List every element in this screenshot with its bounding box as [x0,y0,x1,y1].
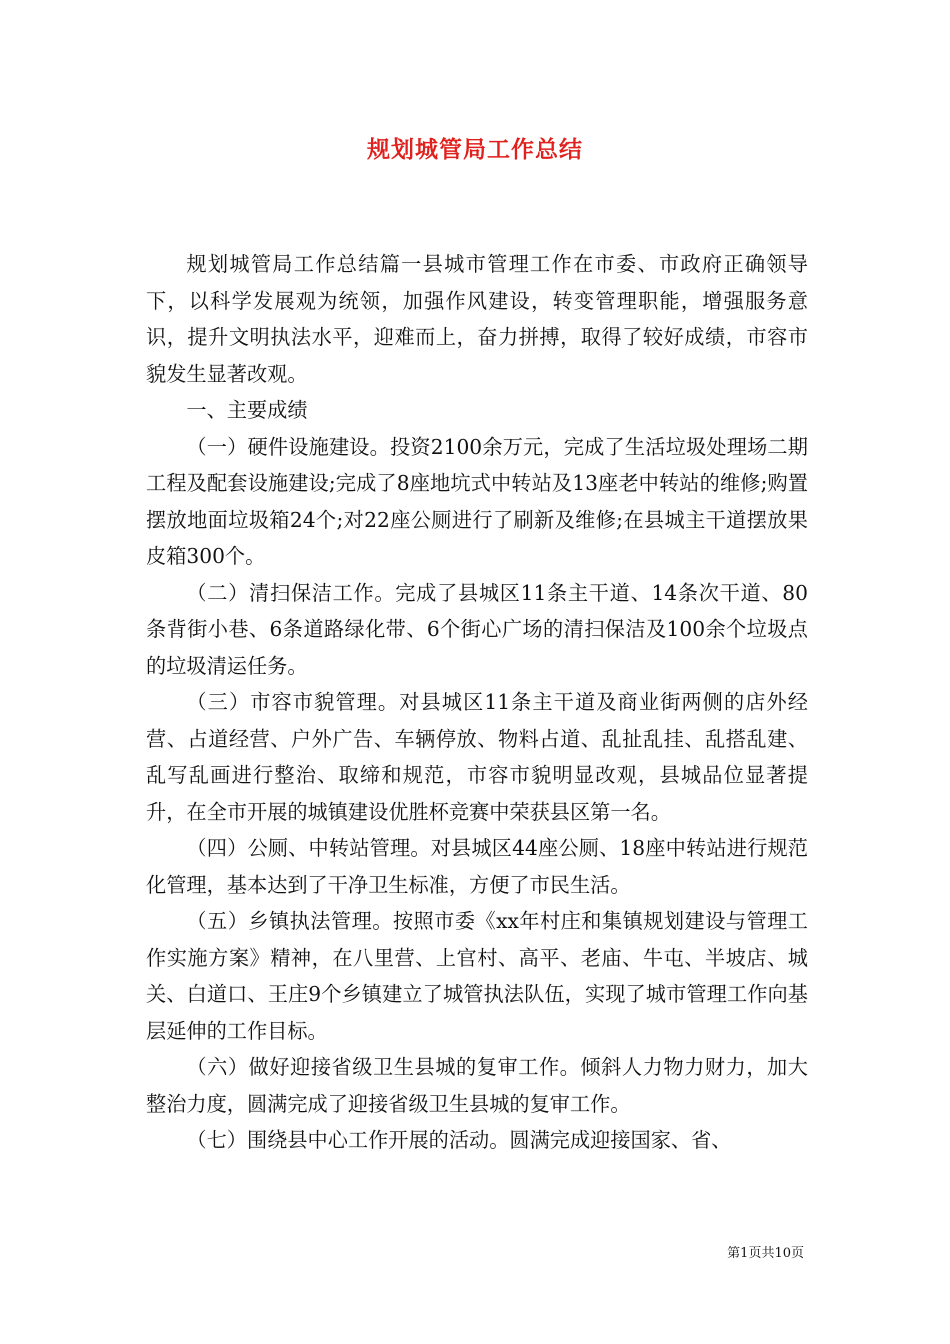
paragraph-township-enforcement: （五）乡镇执法管理。按照市委《xx年村庄和集镇规划建设与管理工作实施方案》精神，在八里营、上官村、高平、老庙、牛屯、半坡店、城关、白道口、王庄9个乡镇建立了城管执法队伍，实现了城市管理工作向基层延伸的工作目标。 [146,909,808,1043]
document-body [146,246,808,1159]
paragraph-city-appearance: （三）市容市貌管理。对县城区11条主干道及商业街两侧的店外经营、占道经营、户外广告、车辆停放、物料占道、乱扯乱挂、乱搭乱建、乱写乱画进行整治、取缔和规范，市容市貌明显改观，县城品位显著提升，在全市开展的城镇建设优胜杯竞赛中荣获县区第一名。 [146,690,808,824]
page-number-footer: 第1页共10页 [727,1246,804,1261]
paragraph-hygiene-review: （六）做好迎接省级卫生县城的复审工作。倾斜人力物力财力，加大整治力度，圆满完成了迎接省级卫生县城的复审工作。 [146,1055,808,1116]
paragraph-county-activities: （七）围绕县中心工作开展的活动。圆满完成迎接国家、省、 [186,1128,732,1152]
section-heading-main-achievements: 一、主要成绩 [186,398,308,422]
paragraph-toilets-stations: （四）公厕、中转站管理。对县城区44座公厕、18座中转站进行规范化管理，基本达到了干净卫生标准，方便了市民生活。 [146,836,808,897]
paragraph-hardware-facilities: （一）硬件设施建设。投资2100余万元，完成了生活垃圾处理场二期工程及配套设施建设;完成了8座地坑式中转站及13座老中转站的维修;购置摆放地面垃圾箱24个;对22座公厕进行了刷新及维修;在县城主干道摆放果皮箱300个。 [146,434,808,568]
paragraph-intro: 规划城管局工作总结篇一县城市管理工作在市委、市政府正确领导下，以科学发展观为统领，加强作风建设，转变管理职能，增强服务意识，提升文明执法水平，迎难而上，奋力拼搏，取得了较好成绩，市容市貌发生显著改观。 [146,252,808,386]
paragraph-cleaning-work: （二）清扫保洁工作。完成了县城区11条主干道、14条次干道、80条背街小巷、6条道路绿化带、6个街心广场的清扫保洁及100余个垃圾点的垃圾清运任务。 [146,580,808,678]
document-title: 规划城管局工作总结 [367,136,583,163]
